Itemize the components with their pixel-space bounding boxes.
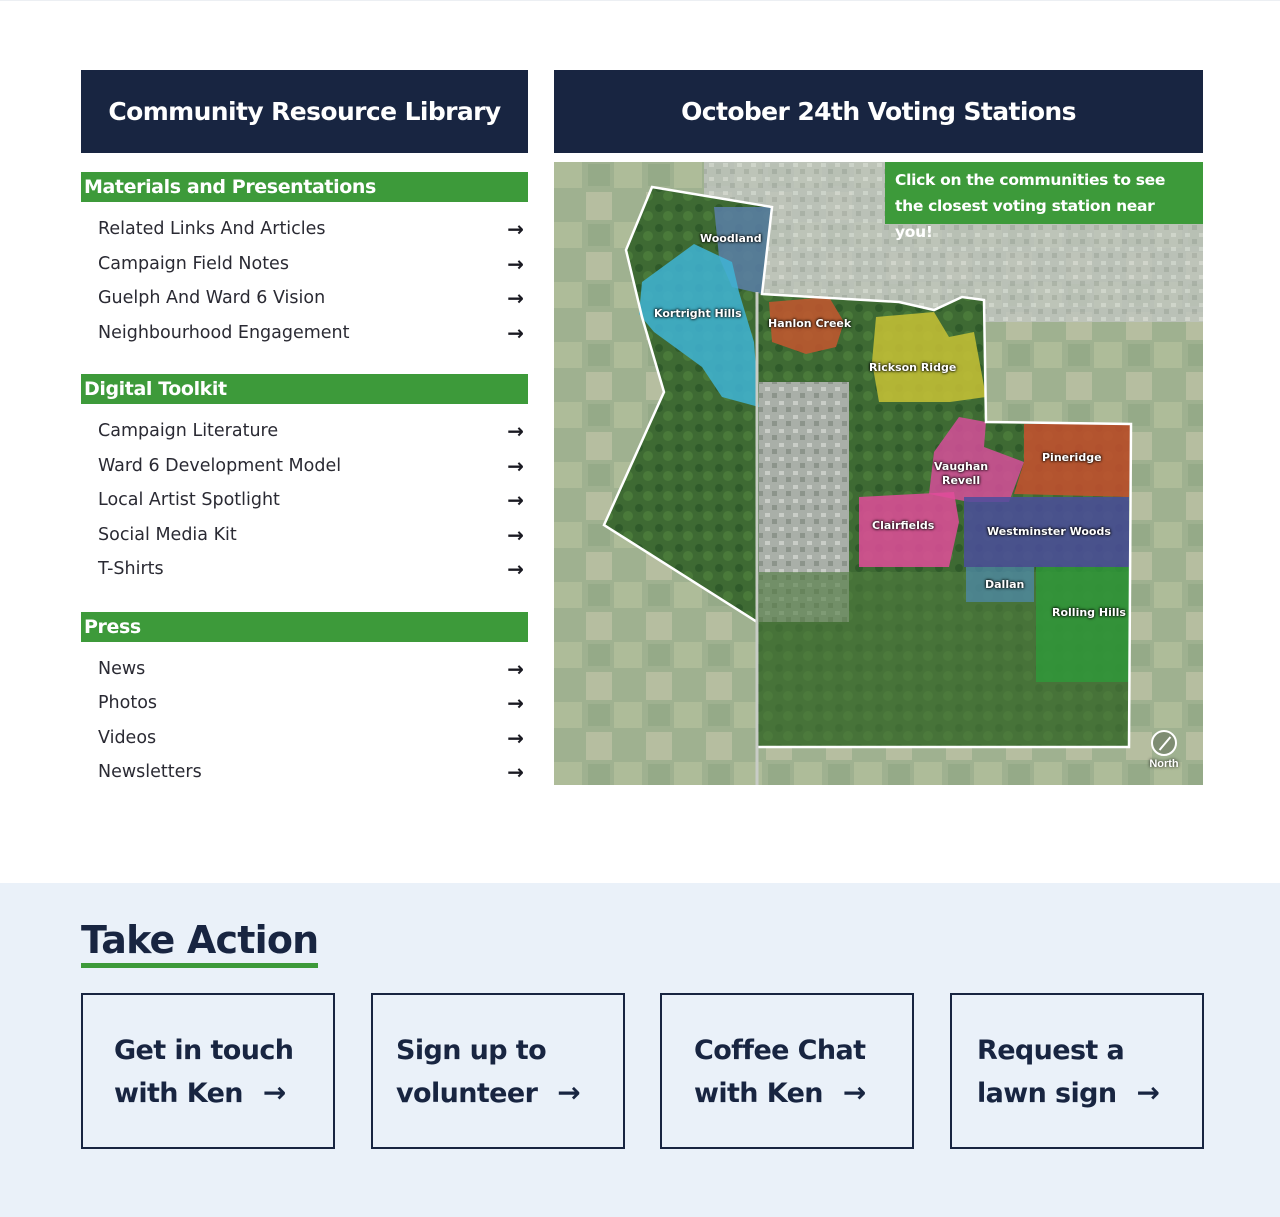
community-resource-library	[81, 70, 528, 790]
card-line-1: Coffee Chat	[694, 1035, 866, 1066]
link-t-shirts[interactable]	[81, 552, 528, 587]
get-in-touch-card[interactable]	[81, 993, 335, 1149]
lawn-sign-card[interactable]	[950, 993, 1204, 1149]
arrow-right-icon: →	[507, 488, 524, 513]
arrow-right-icon: →	[507, 286, 524, 311]
card-line-1: Sign up to	[396, 1035, 547, 1066]
card-line-1: Get in touch	[114, 1035, 294, 1066]
card-line-2: with Ken	[114, 1078, 243, 1109]
community-clairfields[interactable]: Clairfields	[872, 519, 935, 532]
link-label: Ward 6 Development Model	[98, 455, 342, 476]
link-label: Guelph And Ward 6 Vision	[98, 288, 326, 309]
press-list	[81, 642, 528, 790]
card-line-2: volunteer	[396, 1078, 538, 1109]
section-digital-toolkit-title: Digital Toolkit	[81, 374, 528, 404]
arrow-right-icon: →	[507, 453, 524, 478]
map-graphic	[554, 162, 1203, 785]
compass-icon	[1151, 730, 1177, 756]
library-title: Community Resource Library	[81, 70, 528, 153]
arrow-right-icon: →	[507, 557, 524, 582]
arrow-right-icon: →	[507, 691, 524, 716]
arrow-right-icon: →	[1136, 1076, 1160, 1109]
link-neighbourhood-engagement[interactable]	[81, 316, 528, 351]
community-rickson-ridge[interactable]: Rickson Ridge	[869, 361, 957, 374]
community-woodland[interactable]: Woodland	[700, 232, 762, 245]
link-label: Videos	[98, 727, 157, 748]
link-videos[interactable]	[81, 721, 528, 756]
banner-line-2: the closest voting station near you!	[895, 197, 1155, 241]
section-materials-title: Materials and Presentations	[81, 172, 528, 202]
coffee-chat-card[interactable]	[660, 993, 914, 1149]
arrow-right-icon: →	[507, 725, 524, 750]
north-compass	[1144, 730, 1184, 770]
link-related-links[interactable]	[81, 212, 528, 247]
link-label: Photos	[98, 693, 158, 714]
arrow-right-icon: →	[507, 656, 524, 681]
take-action-section	[0, 883, 1280, 1217]
arrow-right-icon: →	[842, 1076, 866, 1109]
community-pineridge[interactable]: Pineridge	[1042, 451, 1102, 464]
link-label: Newsletters	[98, 762, 202, 783]
community-dallan[interactable]: Dallan	[985, 578, 1025, 591]
link-news[interactable]	[81, 652, 528, 687]
community-hanlon-creek[interactable]: Hanlon Creek	[768, 317, 852, 330]
arrow-right-icon: →	[507, 522, 524, 547]
arrow-right-icon: →	[507, 760, 524, 785]
link-label: Neighbourhood Engagement	[98, 322, 350, 343]
arrow-right-icon: →	[262, 1076, 286, 1109]
volunteer-card[interactable]	[371, 993, 625, 1149]
section-press-title: Press	[81, 612, 528, 642]
banner-line-1: Click on the communities to see	[895, 171, 1166, 189]
community-rolling-hills[interactable]: Rolling Hills	[1052, 606, 1126, 619]
link-label: Related Links And Articles	[98, 219, 326, 240]
link-local-artist-spotlight[interactable]	[81, 483, 528, 518]
card-line-2: lawn sign	[977, 1078, 1117, 1109]
north-label: North	[1149, 758, 1179, 770]
link-label: Local Artist Spotlight	[98, 490, 280, 511]
link-newsletters[interactable]	[81, 755, 528, 790]
link-label: News	[98, 658, 146, 679]
voting-stations	[554, 70, 1203, 785]
materials-list	[81, 202, 528, 350]
arrow-right-icon: →	[557, 1076, 581, 1109]
community-kortright-hills[interactable]: Kortright Hills	[654, 307, 742, 320]
link-photos[interactable]	[81, 686, 528, 721]
voting-stations-title: October 24th Voting Stations	[554, 70, 1203, 153]
take-action-title: Take Action	[81, 917, 318, 968]
link-label: Campaign Literature	[98, 421, 279, 442]
arrow-right-icon: →	[507, 419, 524, 444]
link-ward6-development-model[interactable]	[81, 449, 528, 484]
rolling-hills-area	[1036, 567, 1129, 682]
arrow-right-icon: →	[507, 251, 524, 276]
revell-label: Revell	[942, 474, 981, 487]
link-social-media-kit[interactable]	[81, 518, 528, 553]
vaughan-label: Vaughan	[934, 460, 989, 473]
link-label: Campaign Field Notes	[98, 253, 289, 274]
arrow-right-icon: →	[507, 320, 524, 345]
link-campaign-literature[interactable]	[81, 414, 528, 449]
card-line-1: Request a	[977, 1035, 1125, 1066]
link-guelph-ward6-vision[interactable]	[81, 281, 528, 316]
ward-map	[554, 162, 1203, 785]
digital-toolkit-list	[81, 404, 528, 587]
arrow-right-icon: →	[507, 217, 524, 242]
link-label: T-Shirts	[98, 559, 164, 580]
community-vaughan-revell[interactable]	[934, 460, 988, 488]
link-label: Social Media Kit	[98, 524, 237, 545]
link-campaign-field-notes[interactable]	[81, 247, 528, 282]
map-instruction-banner	[885, 162, 1203, 241]
community-westminster-woods[interactable]: Westminster Woods	[987, 525, 1111, 538]
card-line-2: with Ken	[694, 1078, 823, 1109]
